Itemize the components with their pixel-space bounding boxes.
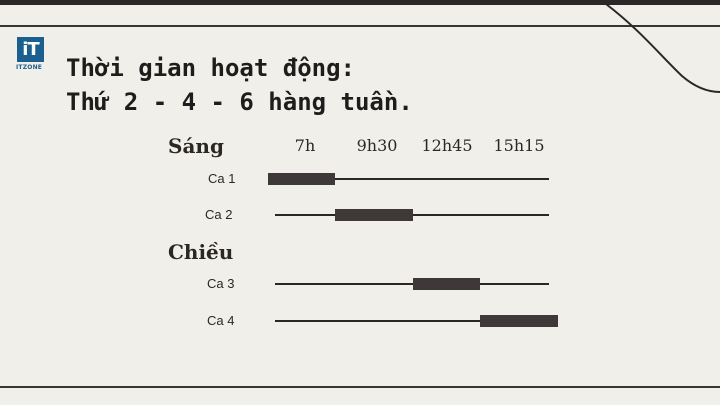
section-morning: Sáng xyxy=(168,134,224,158)
shift-track-3 xyxy=(275,283,549,285)
shift-bar-4 xyxy=(480,315,558,327)
time-tick-2: 12h45 xyxy=(421,136,473,155)
shift-label-4: Ca 4 xyxy=(207,313,235,328)
shift-label-3: Ca 3 xyxy=(207,276,235,291)
page-title-line2: Thứ 2 - 4 - 6 hàng tuần. xyxy=(66,88,413,116)
time-tick-1: 9h30 xyxy=(356,136,398,155)
shift-label-2: Ca 2 xyxy=(205,207,233,222)
shift-label-1: Ca 1 xyxy=(208,171,236,186)
time-tick-3: 15h15 xyxy=(493,136,545,155)
page-title-line1: Thời gian hoạt động: xyxy=(66,54,355,82)
time-tick-0: 7h xyxy=(294,136,316,155)
itzone-logo xyxy=(17,37,44,73)
logo-brand-text: ITZONE xyxy=(16,64,43,71)
logo-mark: iT xyxy=(17,37,44,62)
shift-bar-1 xyxy=(268,173,335,185)
section-afternoon: Chiều xyxy=(168,240,234,264)
shift-bar-3 xyxy=(413,278,480,290)
shift-bar-2 xyxy=(335,209,413,221)
